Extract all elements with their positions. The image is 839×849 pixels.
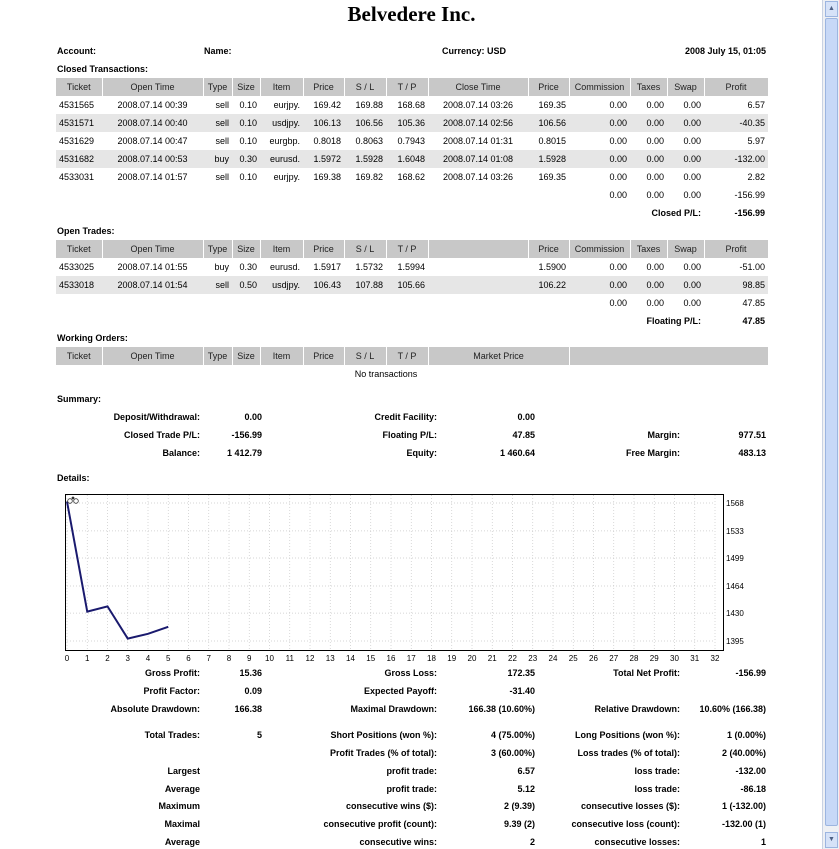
table-cell: -132.00 [704,150,768,168]
closed-col-header: Profit [704,78,768,96]
stat-gross-profit: 15.36 [239,668,262,678]
table-cell: 4533031 [59,172,95,182]
stat-gross-loss: 172.35 [507,668,535,678]
table-cell: 2008.07.14 01:57 [117,172,188,182]
table-row [56,258,768,276]
closed-col-header: Taxes [630,78,667,96]
floating-label: Floating P/L: [382,430,437,440]
stat-total-trades-label: Total Trades: [144,730,200,740]
table-cell: 105.66 [386,276,428,294]
open-header-row [56,240,768,258]
stat-average-profit: 5.12 [517,784,535,794]
table-cell: 1.5928 [528,150,569,168]
stat-abs-dd: 166.38 [234,704,262,714]
table-cell: 169.88 [355,100,383,110]
table-cell: eurjpy. [273,172,300,182]
stat-profit-factor-label: Profit Factor: [143,686,200,696]
stat-max-cl: 1 (-132.00) [721,801,766,811]
table-cell: 0.00 [667,150,704,168]
stat-max-dd: 166.38 (10.60%) [468,704,535,714]
working-col-header [569,347,768,365]
table-cell: 0.8015 [538,136,566,146]
table-row [56,114,768,132]
no-transactions: No transactions [354,369,418,379]
stat-average-loss: -86.18 [740,784,766,794]
open-pl-row [56,312,768,330]
table-cell: 2008.07.14 01:08 [428,150,528,168]
table-cell: 4533025 [59,262,95,272]
table-cell: 169.42 [313,100,341,110]
y-tick-label: 1430 [726,609,744,619]
stat-rel-dd: 10.60% (166.38) [699,704,766,714]
x-tick-label: 22 [508,654,517,663]
stat-total-net-label: Total Net Profit: [613,668,680,678]
x-tick-label: 11 [285,654,294,663]
stat-loss-trades-label: Loss trades (% of total): [577,748,680,758]
table-cell: 0.8018 [313,136,341,146]
table-cell: 0.00 [609,262,627,272]
table-cell: sell [203,114,232,132]
table-cell: 0.00 [646,172,664,182]
x-tick-label: 26 [589,654,598,663]
x-tick-label: 21 [487,654,497,663]
total-cell: 0.00 [609,298,627,308]
closed-col-header: Ticket [56,78,102,96]
closed-col-header: Size [232,78,260,96]
total-cell: 0.00 [646,298,664,308]
y-tick-label: 1395 [726,637,744,647]
stat-average-loss-label: loss trade: [634,784,680,794]
table-cell: 0.00 [630,114,667,132]
table-cell: 2008.07.14 00:47 [117,136,188,146]
working-col-header: Size [232,347,260,365]
stat-gross-profit-label: Gross Profit: [144,668,200,678]
table-cell: 0.10 [239,136,257,146]
table-cell [428,258,528,276]
table-cell: 1.5928 [344,150,386,168]
x-tick-label: 9 [247,654,252,663]
table-cell: 106.43 [303,276,344,294]
working-col-header: Item [260,347,303,365]
closed-col-header: Commission [569,78,630,96]
open-col-header: Size [232,240,260,258]
x-tick-label: 5 [166,654,171,663]
table-cell: 2008.07.14 01:54 [102,276,203,294]
balance-label: Balance: [162,448,200,458]
working-header-row [56,347,768,365]
stat-largest-profit-label: profit trade: [386,766,437,776]
closed-pl-value: -156.99 [734,208,765,218]
table-cell: 4531565 [59,100,95,110]
stat-long-label: Long Positions (won %): [575,730,680,740]
table-cell: 2008.07.14 00:39 [117,100,188,110]
y-tick-label: 1533 [726,526,744,536]
table-cell: 4531629 [59,136,95,146]
equity-label: Equity: [406,448,437,458]
stat-avg-cw: 2 [529,837,535,847]
table-cell: 2008.07.14 01:55 [117,262,188,272]
table-cell: 0.00 [609,136,627,146]
report-datetime: 2008 July 15, 01:05 [684,46,766,56]
open-col-header: Item [260,240,303,258]
stat-largest-label: Largest [167,766,200,776]
table-cell: sell [215,136,229,146]
open-col-header: S / L [344,240,386,258]
table-cell: 0.00 [569,150,630,168]
x-tick-label: 12 [305,654,315,663]
stat-maximal-cl-label: consecutive loss (count): [571,819,680,829]
x-tick-label: 8 [226,654,232,663]
table-cell: 0.00 [667,276,704,294]
scroll-up-icon[interactable]: ▲ [825,1,838,17]
closed-col-header: Close Time [428,78,528,96]
table-cell: 169.35 [538,172,566,182]
open-col-header: Price [303,240,344,258]
x-tick-label: 18 [427,654,436,663]
working-col-header: T / P [386,347,428,365]
stat-maximal-cp-label: consecutive profit (count): [323,819,437,829]
stat-long: 1 (0.00%) [726,730,766,740]
table-cell: eurusd. [269,262,300,272]
closed-pl-label: Closed Trade P/L: [123,430,200,440]
closed-col-header: Type [203,78,232,96]
balance-value: 1 412.79 [226,448,262,458]
table-cell: buy [214,262,229,272]
table-cell: 0.00 [609,100,627,110]
table-cell: 5.97 [747,136,765,146]
table-cell: 2008.07.14 03:26 [442,100,514,110]
table-cell: 98.85 [704,276,768,294]
open-table [56,240,769,330]
open-col-header: Price [528,240,569,258]
currency: Currency: USD [442,46,507,56]
table-cell: 0.00 [630,150,667,168]
table-cell: 0.10 [239,172,257,182]
table-cell: 106.22 [528,276,569,294]
stat-profit-trades-label: Profit Trades (% of total): [329,748,437,758]
y-tick-label: 1499 [726,554,744,564]
x-tick-label: 14 [346,654,355,663]
stat-short-label: Short Positions (won %): [330,730,437,740]
free-margin-value: 483.13 [738,448,766,458]
table-cell: 0.8063 [355,136,383,146]
closed-pl-row [56,204,768,222]
table-cell: 4531571 [56,114,102,132]
table-cell: 0.10 [232,114,260,132]
total-cell: 0.00 [683,190,701,200]
y-tick-label: 1464 [726,581,744,591]
x-tick-label: 28 [629,654,639,663]
free-margin-label: Free Margin: [625,448,680,458]
table-cell: 1.5900 [538,262,566,272]
table-cell: 2008.07.14 02:56 [428,114,528,132]
table-cell: eurjpy. [273,100,300,110]
x-tick-label: 13 [325,654,335,663]
deposit-label: Deposit/Withdrawal: [113,412,200,422]
table-cell: -51.00 [739,262,765,272]
open-pl-label: Floating P/L: [646,316,701,326]
equity-value: 1 460.64 [499,448,535,458]
working-col-header: Open Time [102,347,203,365]
closed-col-header: Open Time [102,78,203,96]
closed-header-row [56,78,768,96]
x-tick-label: 2 [105,654,110,663]
table-cell: 0.00 [609,172,627,182]
table-row [56,132,768,150]
x-tick-label: 31 [690,654,700,663]
stat-profit-trades: 3 (60.00%) [490,748,535,758]
table-cell: usdjpy. [260,114,303,132]
table-cell: 0.00 [683,262,701,272]
working-table [56,347,769,365]
stat-largest-loss: -132.00 [735,766,766,776]
total-cell: 0.00 [609,190,627,200]
x-tick-label: 7 [206,654,211,663]
open-totals-row [56,294,768,312]
stat-largest-profit: 6.57 [517,766,535,776]
x-tick-label: 23 [528,654,538,663]
table-cell [428,276,528,294]
table-cell: 106.56 [344,114,386,132]
table-cell: 1.5917 [313,262,341,272]
stat-avg-cw-label: consecutive wins: [359,837,437,847]
working-col-header: S / L [344,347,386,365]
table-cell: usdjpy. [260,276,303,294]
stat-maximal-cp: 9.39 (2) [503,819,535,829]
table-cell: eurusd. [260,150,303,168]
name-label: Name: [204,46,232,56]
report-title: Belvedere Inc. [347,2,476,26]
open-col-header: Commission [569,240,630,258]
total-cell: 0.00 [646,190,664,200]
table-cell: 0.00 [569,114,630,132]
x-tick-label: 24 [548,654,558,663]
stat-maximal-cl: -132.00 (1) [721,819,766,829]
table-cell: 0.50 [232,276,260,294]
stat-gross-loss-label: Gross Loss: [384,668,437,678]
x-tick-label: 32 [710,654,720,663]
scroll-thumb[interactable] [825,18,838,826]
table-cell: 107.88 [344,276,386,294]
x-tick-label: 20 [467,654,477,663]
closed-col-header: Swap [667,78,704,96]
table-cell: 0.00 [683,100,701,110]
table-cell: 1.5972 [303,150,344,168]
table-row [56,96,768,114]
table-cell: -40.35 [704,114,768,132]
table-cell: 169.35 [538,100,566,110]
table-cell: 168.68 [397,100,425,110]
credit-value: 0.00 [517,412,535,422]
open-col-header: Open Time [102,240,203,258]
table-cell: sell [215,172,229,182]
table-cell: 0.10 [239,100,257,110]
stat-average2-label: Average [164,837,200,847]
x-tick-label: 6 [186,654,191,663]
table-cell: 105.36 [386,114,428,132]
x-tick-label: 16 [386,654,396,663]
x-tick-label: 25 [568,654,578,663]
stat-rel-dd-label: Relative Drawdown: [594,704,680,714]
working-col-header: Market Price [428,347,569,365]
stat-average-profit-label: profit trade: [386,784,437,794]
table-cell: 0.00 [667,114,704,132]
table-cell: 1.6048 [386,150,428,168]
total-cell: 47.85 [742,298,765,308]
table-cell: 2.82 [747,172,765,182]
margin-label: Margin: [647,430,680,440]
table-cell: 4531682 [56,150,102,168]
stat-largest-loss-label: loss trade: [634,766,680,776]
working-section-title: Working Orders: [57,333,128,343]
open-col-header: T / P [386,240,428,258]
stat-maximum-label: Maximum [158,801,200,811]
stat-avg-cl: 1 [760,837,766,847]
table-cell: 106.13 [303,114,344,132]
table-cell: 0.00 [630,276,667,294]
stat-short: 4 (75.00%) [490,730,535,740]
stat-total-net: -156.99 [735,668,766,678]
closed-col-header: Price [303,78,344,96]
open-pl-value: 47.85 [742,316,765,326]
working-col-header: Ticket [56,347,102,365]
scroll-down-icon[interactable]: ▼ [825,832,838,848]
y-tick-label: 1568 [726,498,744,508]
x-tick-label: 1 [85,654,90,663]
open-col-header: Swap [667,240,704,258]
table-cell: 0.7943 [397,136,425,146]
x-tick-label: 17 [406,654,416,663]
table-cell: buy [203,150,232,168]
table-cell: 169.82 [355,172,383,182]
floating-value: 47.85 [512,430,535,440]
stat-max-cw: 2 (9.39) [503,801,535,811]
table-cell: 0.00 [646,100,664,110]
stat-total-trades: 5 [256,730,262,740]
closed-pl-value: -156.99 [231,430,262,440]
table-cell: 0.00 [569,276,630,294]
table-row [56,276,768,294]
stat-loss-trades: 2 (40.00%) [721,748,766,758]
closed-col-header: Item [260,78,303,96]
table-cell: 2008.07.14 03:26 [442,172,514,182]
table-cell: 6.57 [747,100,765,110]
open-col-header: Profit [704,240,768,258]
closed-col-header: S / L [344,78,386,96]
deposit-value: 0.00 [244,412,262,422]
table-row [56,150,768,168]
table-cell: eurgbp. [269,136,300,146]
table-cell: 1.5994 [397,262,425,272]
x-tick-label: 10 [265,654,274,663]
open-col-header: Ticket [56,240,102,258]
table-cell: 106.56 [528,114,569,132]
stat-expected-payoff-label: Expected Payoff: [363,686,437,696]
working-col-header: Price [303,347,344,365]
x-tick-label: 4 [145,654,151,663]
stat-max-dd-label: Maximal Drawdown: [350,704,437,714]
stat-average-label: Average [164,784,200,794]
x-tick-label: 30 [670,654,679,663]
account-label: Account: [57,46,96,56]
table-cell: sell [203,276,232,294]
closed-section-title: Closed Transactions: [57,64,149,74]
stat-maximal-label: Maximal [164,819,200,829]
total-cell: -156.99 [734,190,765,200]
stat-avg-cl-label: consecutive losses: [594,837,680,847]
x-tick-label: 0 [64,654,70,663]
table-row [56,168,768,186]
stat-max-cl-label: consecutive losses ($): [580,801,680,811]
open-section-title: Open Trades: [57,226,115,236]
stat-abs-dd-label: Absolute Drawdown: [110,704,200,714]
table-cell: 2008.07.14 01:31 [442,136,514,146]
table-cell: 1.5732 [355,262,383,272]
closed-totals-row [56,186,768,204]
closed-table [56,78,769,222]
open-col-header: Taxes [630,240,667,258]
margin-value: 977.51 [738,430,766,440]
balance-line [67,502,168,639]
stat-profit-factor: 0.09 [244,686,262,696]
table-cell: sell [215,100,229,110]
table-cell: 0.00 [646,136,664,146]
open-col-header: Type [203,240,232,258]
table-cell: 169.38 [313,172,341,182]
balance-chart [55,490,775,665]
table-cell: 0.30 [239,262,257,272]
x-tick-label: 15 [366,654,376,663]
open-col-header [428,240,528,258]
table-cell: 2008.07.14 00:53 [102,150,203,168]
closed-col-header: T / P [386,78,428,96]
chart-logo-icon [68,497,79,504]
table-cell: 168.62 [397,172,425,182]
stat-max-cw-label: consecutive wins ($): [345,801,437,811]
details-section-title: Details: [57,473,90,483]
vertical-scrollbar[interactable] [822,0,839,849]
working-col-header: Type [203,347,232,365]
x-tick-label: 3 [125,654,130,663]
x-tick-label: 29 [649,654,659,663]
table-cell: 4533018 [56,276,102,294]
stat-expected-payoff: -31.40 [509,686,535,696]
table-cell: 0.00 [646,262,664,272]
x-tick-label: 19 [447,654,457,663]
table-cell: 2008.07.14 00:40 [102,114,203,132]
credit-label: Credit Facility: [374,412,437,422]
summary-section-title: Summary: [57,394,102,404]
table-cell: 0.00 [683,172,701,182]
total-cell: 0.00 [683,298,701,308]
closed-col-header: Price [528,78,569,96]
table-cell: 0.00 [683,136,701,146]
x-tick-label: 27 [609,654,619,663]
table-cell: 0.30 [232,150,260,168]
closed-pl-label: Closed P/L: [651,208,701,218]
